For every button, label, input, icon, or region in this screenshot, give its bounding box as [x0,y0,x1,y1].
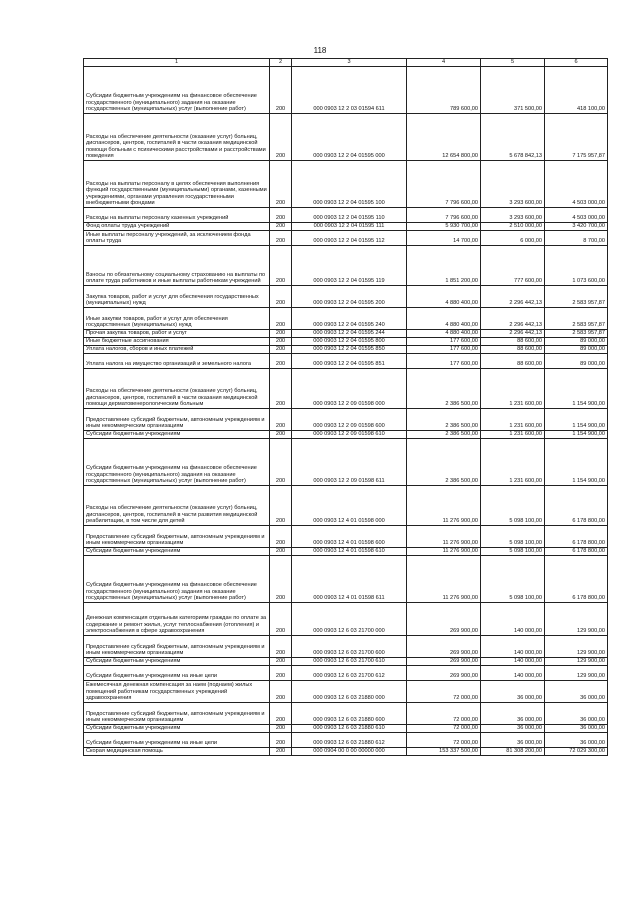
row-admin-cell: 200 [270,658,292,666]
row-value-cell: 2 386 500,00 [407,431,481,439]
row-value-cell: 1 231 600,00 [481,431,545,439]
row-name-cell: Ежемесячная денежная компенсация за наем (поднаем) жилых помещений работникам государственных учреждений здравоохранения [84,681,270,703]
row-name-cell: Расходы на обеспечение деятельности (оказание услуг) больниц, диспансеров, центров, госпиталей в части оказания медицинской помощи больным с психическими расстройствами и расстройствами поведения [84,114,270,161]
row-value-cell: 1 231 600,00 [481,439,545,486]
row-value-cell: 36 000,00 [545,725,608,733]
row-code-cell: 000 0904 00 0 00 00000 000 [292,748,407,756]
row-code-cell: 000 0903 12 2 09 01598 611 [292,439,407,486]
row-admin-cell: 200 [270,161,292,208]
row-name-cell: Иные закупки товаров, работ и услуг для обеспечения государственных (муниципальных) нужд [84,308,270,330]
row-value-cell: 1 851 200,00 [407,246,481,286]
table-row [84,725,608,733]
row-name-cell: Денежная компенсация отдельным категориям граждан по оплате за содержание и ремонт жилья, услуг теплоснабжения (отопления) и электроснабжения в сфере здравоохранения [84,603,270,636]
row-value-cell: 140 000,00 [481,658,545,666]
row-value-cell: 140 000,00 [481,636,545,658]
row-code-cell: 000 0903 12 2 04 01595 240 [292,308,407,330]
row-code-cell: 000 0903 12 6 03 21880 610 [292,725,407,733]
row-value-cell: 789 600,00 [407,67,481,114]
row-value-cell: 4 503 000,00 [545,208,608,223]
row-code-cell: 000 0903 12 2 03 01594 611 [292,67,407,114]
row-code-cell: 000 0903 12 6 03 21700 600 [292,636,407,658]
row-value-cell: 72 000,00 [407,725,481,733]
row-admin-cell: 200 [270,223,292,231]
row-value-cell: 4 880 400,00 [407,330,481,338]
row-value-cell: 7 796 600,00 [407,208,481,223]
row-name-cell: Взносы по обязательному социальному страхованию на выплаты по оплате труда работников и иные выплаты работникам учреждений [84,246,270,286]
row-value-cell: 11 276 900,00 [407,526,481,548]
row-code-cell: 000 0903 12 4 01 01598 610 [292,548,407,556]
table-row [84,308,608,330]
header-row [84,59,608,67]
row-admin-cell: 200 [270,308,292,330]
row-admin-cell: 200 [270,409,292,431]
row-value-cell: 2 296 442,13 [481,308,545,330]
row-value-cell: 2 583 957,87 [545,330,608,338]
row-value-cell: 88 600,00 [481,346,545,354]
row-value-cell: 7 796 600,00 [407,161,481,208]
row-value-cell: 36 000,00 [481,733,545,748]
row-value-cell: 129 900,00 [545,658,608,666]
row-code-cell: 000 0903 12 2 09 01598 000 [292,369,407,409]
table-row [84,658,608,666]
row-code-cell: 000 0903 12 4 01 01598 600 [292,526,407,548]
row-value-cell: 12 654 800,00 [407,114,481,161]
row-value-cell: 36 000,00 [545,681,608,703]
row-value-cell: 269 900,00 [407,603,481,636]
row-code-cell: 000 0903 12 2 09 01598 600 [292,409,407,431]
row-name-cell: Субсидии бюджетным учреждениям на иные цели [84,733,270,748]
table-row [84,231,608,246]
row-admin-cell: 200 [270,636,292,658]
header-cell: 4 [407,59,481,67]
table-row [84,556,608,603]
row-name-cell: Субсидии бюджетным учреждениям на финансовое обеспечение государственного (муниципального) задания на оказание государственных (муниципальных) услуг (выполнение работ) [84,439,270,486]
table-row [84,681,608,703]
row-admin-cell: 200 [270,338,292,346]
row-value-cell: 777 600,00 [481,246,545,286]
table-row [84,161,608,208]
row-admin-cell: 200 [270,431,292,439]
row-code-cell: 000 0903 12 2 04 01595 119 [292,246,407,286]
row-value-cell: 3 293 600,00 [481,161,545,208]
row-value-cell: 129 900,00 [545,603,608,636]
row-value-cell: 5 098 100,00 [481,556,545,603]
header-cell: 6 [545,59,608,67]
row-value-cell: 2 510 000,00 [481,223,545,231]
table-row [84,748,608,756]
row-name-cell: Субсидии бюджетным учреждениям на иные цели [84,666,270,681]
row-admin-cell: 200 [270,346,292,354]
row-name-cell: Расходы на выплаты персоналу казенных учреждений [84,208,270,223]
row-value-cell: 4 880 400,00 [407,308,481,330]
row-name-cell: Субсидии бюджетным учреждениям [84,658,270,666]
row-code-cell: 000 0903 12 2 04 01595 111 [292,223,407,231]
row-name-cell: Предоставление субсидий бюджетным, автономным учреждениям и иным некоммерческим организациям [84,409,270,431]
row-name-cell: Иные выплаты персоналу учреждений, за исключением фонда оплаты труда [84,231,270,246]
row-value-cell: 36 000,00 [545,703,608,725]
row-code-cell: 000 0903 12 6 03 21880 000 [292,681,407,703]
row-value-cell: 1 154 900,00 [545,431,608,439]
row-name-cell: Уплата налога на имущество организаций и земельного налога [84,354,270,369]
page-number: 118 [313,46,327,55]
row-value-cell: 5 098 100,00 [481,526,545,548]
row-value-cell: 1 154 900,00 [545,439,608,486]
row-name-cell: Расходы на обеспечение деятельности (оказание услуг) больниц, диспансеров, центров, госпиталей в части развития медицинской реабилитации, в том числе для детей [84,486,270,526]
row-value-cell: 371 500,00 [481,67,545,114]
row-admin-cell: 200 [270,246,292,286]
table-row [84,338,608,346]
row-admin-cell: 200 [270,67,292,114]
row-value-cell: 4 880 400,00 [407,286,481,308]
header-cell: 3 [292,59,407,67]
row-value-cell: 177 600,00 [407,354,481,369]
row-code-cell: 000 0903 12 4 01 01598 611 [292,556,407,603]
row-value-cell: 88 600,00 [481,338,545,346]
table-body [84,67,608,756]
row-code-cell: 000 0903 12 2 04 01595 244 [292,330,407,338]
row-admin-cell: 200 [270,231,292,246]
row-code-cell: 000 0903 12 6 03 21880 612 [292,733,407,748]
row-value-cell: 5 930 700,00 [407,223,481,231]
row-admin-cell: 200 [270,330,292,338]
table-row [84,548,608,556]
row-name-cell: Предоставление субсидий бюджетным, автономным учреждениям и иным некоммерческим организациям [84,703,270,725]
row-value-cell: 140 000,00 [481,666,545,681]
row-value-cell: 89 000,00 [545,354,608,369]
header-cell: 5 [481,59,545,67]
row-admin-cell: 200 [270,748,292,756]
table-row [84,703,608,725]
row-name-cell: Субсидии бюджетным учреждениям на финансовое обеспечение государственного (муниципального) задания на оказание государственных (муниципальных) услуг (выполнение работ) [84,556,270,603]
row-code-cell: 000 0903 12 6 03 21880 600 [292,703,407,725]
row-value-cell: 140 000,00 [481,603,545,636]
row-value-cell: 177 600,00 [407,338,481,346]
row-name-cell: Расходы на обеспечение деятельности (оказание услуг) больниц, диспансеров, центров, госпиталей в части оказания медицинской помощи дерматовенерологическим больным [84,369,270,409]
row-admin-cell: 200 [270,733,292,748]
row-name-cell: Закупка товаров, работ и услуг для обеспечения государственных (муниципальных) нужд [84,286,270,308]
row-code-cell: 000 0903 12 4 01 01598 000 [292,486,407,526]
row-name-cell: Уплата налогов, сборов и иных платежей [84,346,270,354]
row-value-cell: 36 000,00 [481,725,545,733]
row-value-cell: 11 276 900,00 [407,556,481,603]
row-value-cell: 1 231 600,00 [481,369,545,409]
header-cell: 1 [84,59,270,67]
row-value-cell: 5 098 100,00 [481,486,545,526]
table-row [84,346,608,354]
row-value-cell: 81 308 200,00 [481,748,545,756]
table-row [84,223,608,231]
row-admin-cell: 200 [270,725,292,733]
row-admin-cell: 200 [270,703,292,725]
row-value-cell: 3 293 600,00 [481,208,545,223]
row-value-cell: 1 073 600,00 [545,246,608,286]
row-value-cell: 2 386 500,00 [407,439,481,486]
budget-table [83,58,608,756]
row-admin-cell: 200 [270,603,292,636]
row-value-cell: 129 900,00 [545,636,608,658]
row-value-cell: 6 000,00 [481,231,545,246]
row-code-cell: 000 0903 12 2 04 01595 850 [292,346,407,354]
table-row [84,486,608,526]
row-name-cell: Субсидии бюджетным учреждениям [84,548,270,556]
row-name-cell: Иные бюджетные ассигнования [84,338,270,346]
table-row [84,208,608,223]
row-value-cell: 269 900,00 [407,636,481,658]
row-value-cell: 2 583 957,87 [545,308,608,330]
row-value-cell: 8 700,00 [545,231,608,246]
row-value-cell: 2 296 442,13 [481,330,545,338]
row-name-cell: Прочая закупка товаров, работ и услуг [84,330,270,338]
row-value-cell: 418 100,00 [545,67,608,114]
row-value-cell: 72 000,00 [407,703,481,725]
row-value-cell: 1 154 900,00 [545,369,608,409]
row-admin-cell: 200 [270,354,292,369]
row-value-cell: 2 583 957,87 [545,286,608,308]
row-value-cell: 269 900,00 [407,658,481,666]
row-admin-cell: 200 [270,369,292,409]
row-value-cell: 4 503 000,00 [545,161,608,208]
row-value-cell: 11 276 900,00 [407,486,481,526]
row-code-cell: 000 0903 12 6 03 21700 612 [292,666,407,681]
row-value-cell: 14 700,00 [407,231,481,246]
row-admin-cell: 200 [270,486,292,526]
row-value-cell: 7 175 957,87 [545,114,608,161]
row-admin-cell: 200 [270,556,292,603]
row-value-cell: 36 000,00 [481,681,545,703]
row-admin-cell: 200 [270,208,292,223]
row-value-cell: 6 178 800,00 [545,486,608,526]
row-value-cell: 1 231 600,00 [481,409,545,431]
row-admin-cell: 200 [270,526,292,548]
row-value-cell: 129 900,00 [545,666,608,681]
row-value-cell: 2 386 500,00 [407,409,481,431]
row-admin-cell: 200 [270,666,292,681]
row-name-cell: Расходы на выплаты персоналу в целях обеспечения выполнения функций государственными (муниципальными) органами, казенными учреждениями, органами управления государственными внебюджетными фондами [84,161,270,208]
table-row [84,246,608,286]
table-row [84,733,608,748]
row-code-cell: 000 0903 12 2 04 01595 100 [292,161,407,208]
table-row [84,330,608,338]
table-row [84,409,608,431]
row-name-cell: Субсидии бюджетным учреждениям на финансовое обеспечение государственного (муниципального) задания на оказание государственных (муниципальных) услуг (выполнение работ) [84,67,270,114]
row-value-cell: 1 154 900,00 [545,409,608,431]
row-admin-cell: 200 [270,548,292,556]
table-row [84,636,608,658]
row-value-cell: 5 678 842,13 [481,114,545,161]
row-value-cell: 2 296 442,13 [481,286,545,308]
table-row [84,354,608,369]
row-admin-cell: 200 [270,681,292,703]
row-value-cell: 6 178 800,00 [545,526,608,548]
row-code-cell: 000 0903 12 6 03 21700 000 [292,603,407,636]
row-value-cell: 6 178 800,00 [545,556,608,603]
row-admin-cell: 200 [270,439,292,486]
row-value-cell: 72 000,00 [407,681,481,703]
row-name-cell: Предоставление субсидий бюджетным, автономным учреждениям и иным некоммерческим организациям [84,526,270,548]
row-admin-cell: 200 [270,114,292,161]
row-admin-cell: 200 [270,286,292,308]
row-name-cell: Субсидии бюджетным учреждениям [84,431,270,439]
row-code-cell: 000 0903 12 2 04 01595 110 [292,208,407,223]
row-code-cell: 000 0903 12 2 04 01595 200 [292,286,407,308]
table-row [84,439,608,486]
row-value-cell: 72 000,00 [407,733,481,748]
row-name-cell: Фонд оплаты труда учреждений [84,223,270,231]
row-value-cell: 269 900,00 [407,666,481,681]
row-value-cell: 36 000,00 [545,733,608,748]
row-value-cell: 89 000,00 [545,346,608,354]
row-value-cell: 88 600,00 [481,354,545,369]
row-name-cell: Субсидии бюджетным учреждениям [84,725,270,733]
row-code-cell: 000 0903 12 2 04 01595 851 [292,354,407,369]
row-value-cell: 3 420 700,00 [545,223,608,231]
table-row [84,67,608,114]
table-row [84,286,608,308]
table-row [84,431,608,439]
table-row [84,369,608,409]
row-value-cell: 153 337 500,00 [407,748,481,756]
table-row [84,114,608,161]
row-value-cell: 177 600,00 [407,346,481,354]
table-row [84,603,608,636]
row-code-cell: 000 0903 12 2 04 01595 000 [292,114,407,161]
row-name-cell: Предоставление субсидий бюджетным, автономным учреждениям и иным некоммерческим организациям [84,636,270,658]
row-code-cell: 000 0903 12 6 03 21700 610 [292,658,407,666]
row-code-cell: 000 0903 12 2 04 01595 800 [292,338,407,346]
row-code-cell: 000 0903 12 2 09 01598 610 [292,431,407,439]
row-value-cell: 36 000,00 [481,703,545,725]
table-row [84,526,608,548]
row-value-cell: 6 178 800,00 [545,548,608,556]
row-value-cell: 89 000,00 [545,338,608,346]
row-code-cell: 000 0903 12 2 04 01595 112 [292,231,407,246]
row-value-cell: 2 386 500,00 [407,369,481,409]
row-name-cell: Скорая медицинская помощь [84,748,270,756]
table-row [84,666,608,681]
header-cell: 2 [270,59,292,67]
row-value-cell: 72 029 300,00 [545,748,608,756]
row-value-cell: 5 098 100,00 [481,548,545,556]
row-value-cell: 11 276 900,00 [407,548,481,556]
